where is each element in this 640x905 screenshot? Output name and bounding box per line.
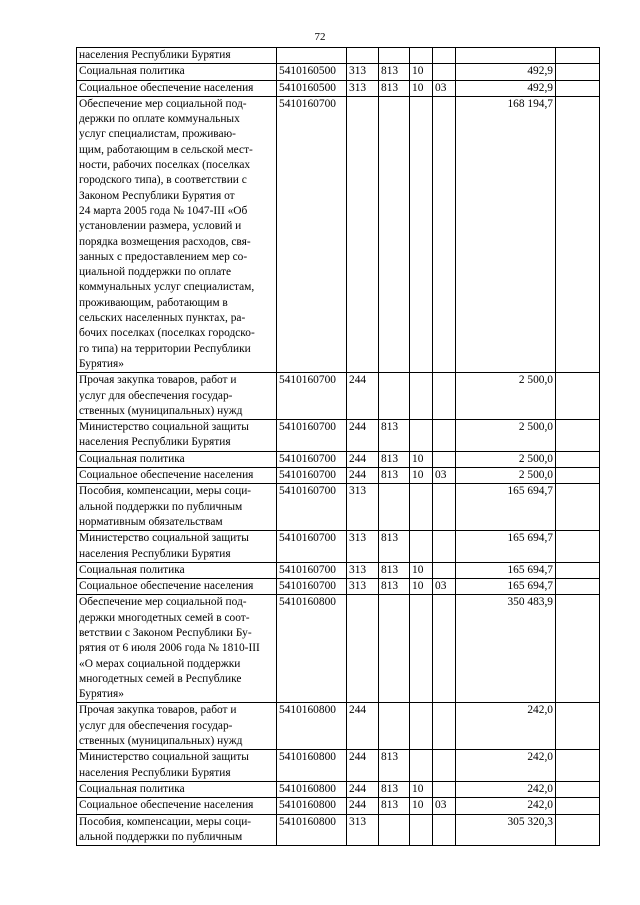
cell-subsection-text: 03: [435, 81, 447, 94]
cell-code-text: 5410160700: [279, 580, 336, 593]
cell-expense-type: [347, 451, 379, 467]
cell-name-text: Социальное обеспечение населения: [79, 799, 254, 812]
cell-admin-code: [379, 595, 410, 703]
cell-section: [410, 814, 433, 846]
cell-expense-type-text: 313: [349, 65, 367, 78]
cell-code-text: 5410160800: [279, 815, 336, 828]
cell-empty: [556, 484, 600, 531]
cell-code: [277, 562, 347, 578]
cell-sum-text: 242,0: [527, 751, 553, 764]
cell-expense-type: [347, 750, 379, 782]
cell-name-text: Пособия, компенсации, меры соци- альной поддержки по публичным: [79, 815, 252, 843]
cell-name: [77, 781, 277, 797]
table-row: [77, 595, 600, 703]
cell-admin-code: [379, 798, 410, 814]
cell-sum: [456, 562, 556, 578]
cell-sum: [456, 484, 556, 531]
cell-admin-code: [379, 750, 410, 782]
table-row: [77, 96, 600, 372]
cell-code: [277, 750, 347, 782]
cell-sum-text: 2 500,0: [518, 421, 553, 434]
table-row: [77, 64, 600, 80]
cell-section: [410, 531, 433, 563]
cell-expense-type: [347, 562, 379, 578]
cell-expense-type-text: 244: [349, 799, 367, 812]
cell-admin-code-text: 813: [381, 580, 399, 593]
cell-sum-text: 2 500,0: [518, 374, 553, 387]
cell-sum: [456, 814, 556, 846]
cell-sum: [456, 80, 556, 96]
cell-name-text: Министерство социальной защиты населения Республики Бурятия: [79, 532, 249, 560]
cell-sum-text: 168 194,7: [507, 97, 553, 110]
table-row: [77, 484, 600, 531]
table-row: [77, 814, 600, 846]
cell-code-text: 5410160800: [279, 751, 336, 764]
cell-sum-text: 242,0: [527, 704, 553, 717]
cell-sum-text: 242,0: [527, 782, 553, 795]
cell-sum: [456, 373, 556, 420]
cell-subsection: [433, 420, 456, 452]
cell-expense-type: [347, 80, 379, 96]
cell-name: [77, 96, 277, 372]
cell-sum-text: 165 694,7: [507, 580, 553, 593]
cell-subsection: [433, 781, 456, 797]
cell-code-text: 5410160800: [279, 782, 336, 795]
table-row: [77, 750, 600, 782]
cell-sum: [456, 750, 556, 782]
cell-sum: [456, 48, 556, 64]
cell-admin-code: [379, 451, 410, 467]
table-row: [77, 562, 600, 578]
cell-admin-code-text: 813: [381, 532, 399, 545]
cell-name-text: Социальная политика: [79, 782, 185, 795]
cell-name-text: Министерство социальной защиты населения Республики Бурятия: [79, 751, 249, 779]
cell-name: [77, 64, 277, 80]
cell-expense-type: [347, 531, 379, 563]
table-row: [77, 579, 600, 595]
cell-name: [77, 484, 277, 531]
cell-section: [410, 80, 433, 96]
cell-subsection: [433, 750, 456, 782]
cell-empty: [556, 80, 600, 96]
cell-code: [277, 703, 347, 750]
cell-section: [410, 781, 433, 797]
cell-sum-text: 305 320,3: [507, 815, 553, 828]
cell-expense-type-text: 313: [349, 532, 367, 545]
cell-code-text: 5410160700: [279, 563, 336, 576]
table-row: [77, 80, 600, 96]
cell-sum-text: 2 500,0: [518, 469, 553, 482]
cell-expense-type: [347, 48, 379, 64]
cell-name: [77, 579, 277, 595]
cell-expense-type-text: 313: [349, 485, 367, 498]
table-row: [77, 48, 600, 64]
cell-empty: [556, 595, 600, 703]
cell-sum: [456, 451, 556, 467]
cell-subsection: [433, 595, 456, 703]
cell-expense-type-text: 244: [349, 704, 367, 717]
table-row: [77, 451, 600, 467]
cell-expense-type: [347, 781, 379, 797]
cell-code-text: 5410160700: [279, 421, 336, 434]
cell-name: [77, 531, 277, 563]
cell-empty: [556, 814, 600, 846]
cell-section: [410, 579, 433, 595]
cell-sum-text: 165 694,7: [507, 563, 553, 576]
cell-admin-code: [379, 64, 410, 80]
cell-expense-type: [347, 468, 379, 484]
cell-name: [77, 703, 277, 750]
cell-section: [410, 750, 433, 782]
cell-code-text: 5410160700: [279, 97, 336, 110]
cell-subsection: [433, 798, 456, 814]
cell-code: [277, 373, 347, 420]
cell-section: [410, 451, 433, 467]
cell-sum-text: 165 694,7: [507, 485, 553, 498]
cell-empty: [556, 579, 600, 595]
cell-admin-code: [379, 814, 410, 846]
cell-expense-type-text: 244: [349, 469, 367, 482]
cell-sum: [456, 579, 556, 595]
cell-admin-code: [379, 96, 410, 372]
cell-admin-code: [379, 781, 410, 797]
cell-section-text: 10: [412, 65, 424, 78]
cell-code-text: 5410160500: [279, 81, 336, 94]
cell-name: [77, 48, 277, 64]
cell-name: [77, 373, 277, 420]
cell-subsection: [433, 96, 456, 372]
cell-expense-type: [347, 484, 379, 531]
cell-expense-type: [347, 814, 379, 846]
table-row: [77, 468, 600, 484]
cell-subsection: [433, 468, 456, 484]
cell-admin-code: [379, 484, 410, 531]
cell-empty: [556, 468, 600, 484]
cell-sum: [456, 420, 556, 452]
cell-subsection: [433, 814, 456, 846]
cell-admin-code: [379, 579, 410, 595]
cell-section: [410, 484, 433, 531]
cell-empty: [556, 64, 600, 80]
cell-name-text: Социальное обеспечение населения: [79, 81, 254, 94]
cell-name: [77, 750, 277, 782]
cell-name-text: Министерство социальной защиты населения Республики Бурятия: [79, 421, 249, 449]
cell-subsection: [433, 451, 456, 467]
cell-code: [277, 595, 347, 703]
cell-expense-type: [347, 703, 379, 750]
cell-section: [410, 48, 433, 64]
cell-name-text: Социальная политика: [79, 452, 185, 465]
table-row: [77, 703, 600, 750]
cell-section: [410, 96, 433, 372]
cell-sum: [456, 595, 556, 703]
cell-admin-code-text: 813: [381, 563, 399, 576]
cell-subsection-text: 03: [435, 580, 447, 593]
cell-section-text: 10: [412, 81, 424, 94]
cell-empty: [556, 781, 600, 797]
cell-code: [277, 48, 347, 64]
cell-section-text: 10: [412, 580, 424, 593]
cell-name-text: населения Республики Бурятия: [79, 49, 231, 61]
cell-code-text: 5410160800: [279, 799, 336, 812]
cell-expense-type-text: 313: [349, 81, 367, 94]
cell-name-text: Пособия, компенсации, меры соци- альной поддержки по публичным нормативным обязательствам: [79, 485, 252, 528]
table-body: [77, 48, 600, 846]
cell-subsection: [433, 484, 456, 531]
cell-section: [410, 798, 433, 814]
cell-empty: [556, 48, 600, 64]
cell-admin-code: [379, 48, 410, 64]
cell-sum-text: 492,9: [527, 65, 553, 78]
cell-name: [77, 468, 277, 484]
cell-sum: [456, 96, 556, 372]
cell-expense-type-text: 244: [349, 782, 367, 795]
cell-admin-code: [379, 703, 410, 750]
cell-subsection: [433, 373, 456, 420]
table-row: [77, 531, 600, 563]
cell-code: [277, 451, 347, 467]
cell-code: [277, 781, 347, 797]
cell-expense-type-text: 313: [349, 815, 367, 828]
cell-section-text: 10: [412, 469, 424, 482]
cell-name-text: Социальная политика: [79, 65, 185, 78]
cell-expense-type: [347, 96, 379, 372]
cell-subsection: [433, 48, 456, 64]
cell-code: [277, 420, 347, 452]
cell-section: [410, 703, 433, 750]
cell-code: [277, 531, 347, 563]
cell-admin-code-text: 813: [381, 469, 399, 482]
cell-name: [77, 562, 277, 578]
cell-expense-type-text: 313: [349, 580, 367, 593]
table-row: [77, 798, 600, 814]
cell-sum-text: 2 500,0: [518, 452, 553, 465]
cell-name: [77, 451, 277, 467]
cell-section: [410, 468, 433, 484]
cell-code: [277, 798, 347, 814]
table-row: [77, 373, 600, 420]
cell-expense-type: [347, 373, 379, 420]
cell-expense-type: [347, 579, 379, 595]
cell-sum: [456, 531, 556, 563]
cell-section-text: 10: [412, 782, 424, 795]
cell-expense-type: [347, 64, 379, 80]
table-row: [77, 781, 600, 797]
cell-empty: [556, 531, 600, 563]
table-row: [77, 420, 600, 452]
cell-code-text: 5410160500: [279, 65, 336, 78]
cell-sum: [456, 703, 556, 750]
cell-name-text: Социальная политика: [79, 563, 185, 576]
cell-name-text: Прочая закупка товаров, работ и услуг для обеспечения государ- ственных (муниципальных) нужд: [79, 374, 243, 417]
cell-admin-code-text: 813: [381, 751, 399, 764]
cell-subsection: [433, 64, 456, 80]
cell-expense-type-text: 244: [349, 452, 367, 465]
cell-expense-type-text: 244: [349, 374, 367, 387]
cell-section-text: 10: [412, 799, 424, 812]
cell-name: [77, 798, 277, 814]
cell-admin-code: [379, 420, 410, 452]
cell-code: [277, 579, 347, 595]
cell-section-text: 10: [412, 452, 424, 465]
cell-code: [277, 468, 347, 484]
cell-code-text: 5410160800: [279, 704, 336, 717]
cell-name: [77, 814, 277, 846]
cell-code: [277, 64, 347, 80]
cell-subsection: [433, 703, 456, 750]
cell-name: [77, 420, 277, 452]
cell-code-text: 5410160700: [279, 485, 336, 498]
cell-name: [77, 595, 277, 703]
cell-code-text: 5410160700: [279, 452, 336, 465]
cell-admin-code-text: 813: [381, 452, 399, 465]
cell-empty: [556, 373, 600, 420]
cell-sum-text: 492,9: [527, 81, 553, 94]
cell-empty: [556, 420, 600, 452]
cell-empty: [556, 451, 600, 467]
cell-subsection: [433, 579, 456, 595]
cell-expense-type: [347, 798, 379, 814]
cell-admin-code: [379, 373, 410, 420]
cell-admin-code: [379, 531, 410, 563]
cell-empty: [556, 96, 600, 372]
cell-section-text: 10: [412, 563, 424, 576]
cell-subsection-text: 03: [435, 799, 447, 812]
cell-code-text: 5410160700: [279, 374, 336, 387]
cell-name: [77, 80, 277, 96]
cell-code-text: 5410160700: [279, 469, 336, 482]
cell-code: [277, 96, 347, 372]
cell-code: [277, 484, 347, 531]
cell-expense-type-text: 244: [349, 421, 367, 434]
cell-subsection: [433, 80, 456, 96]
cell-empty: [556, 798, 600, 814]
cell-empty: [556, 562, 600, 578]
cell-admin-code: [379, 562, 410, 578]
cell-code: [277, 80, 347, 96]
cell-section: [410, 595, 433, 703]
cell-admin-code-text: 813: [381, 65, 399, 78]
cell-empty: [556, 750, 600, 782]
cell-section: [410, 420, 433, 452]
cell-sum-text: 350 483,9: [507, 596, 553, 609]
cell-expense-type: [347, 420, 379, 452]
cell-admin-code-text: 813: [381, 421, 399, 434]
cell-name-text: Обеспечение мер социальной под- держки по оплате коммунальных услуг специалистам, проживаю- щим, работающим в сельской мест- ности, рабочих поселках (поселках городского типа), в соответствии с Законом Республики Бурятия от 24 марта 2005 года № 1047-III «Об установлении размера, условий и порядка возмещения расходов, свя- занных с предоставлением мер со- циальной поддержки по оплате коммунальных услуг специалистам, проживающим, работающим в сельских населенных пунктах, ра- бочих поселках (поселках городско- го типа) на территории Республики Бурятия»: [79, 97, 255, 370]
cell-admin-code: [379, 468, 410, 484]
cell-sum-text: 242,0: [527, 799, 553, 812]
cell-name-text: Прочая закупка товаров, работ и услуг для обеспечения государ- ственных (муниципальных) нужд: [79, 704, 243, 748]
cell-empty: [556, 703, 600, 750]
cell-section: [410, 562, 433, 578]
cell-sum: [456, 468, 556, 484]
cell-subsection: [433, 562, 456, 578]
cell-admin-code: [379, 80, 410, 96]
cell-expense-type-text: 244: [349, 751, 367, 764]
cell-sum: [456, 64, 556, 80]
cell-code-text: 5410160700: [279, 532, 336, 545]
cell-name-text: Социальное обеспечение населения: [79, 469, 254, 482]
cell-admin-code-text: 813: [381, 799, 399, 812]
budget-table: [76, 47, 600, 846]
cell-admin-code-text: 813: [381, 81, 399, 94]
cell-section: [410, 64, 433, 80]
cell-sum: [456, 781, 556, 797]
cell-name-text: Обеспечение мер социальной под- держки многодетных семей в соот- ветствии с Законом Республики Бу- рятия от 6 июля 2006 года № 1810-III «О мерах социальной поддержки многодетных семей в Республике Бурятия»: [79, 596, 260, 701]
cell-subsection-text: 03: [435, 469, 447, 482]
cell-admin-code-text: 813: [381, 782, 399, 795]
cell-sum: [456, 798, 556, 814]
cell-expense-type-text: 313: [349, 563, 367, 576]
cell-subsection: [433, 531, 456, 563]
cell-section: [410, 373, 433, 420]
cell-code: [277, 814, 347, 846]
cell-name-text: Социальное обеспечение населения: [79, 580, 254, 593]
cell-code-text: 5410160800: [279, 596, 336, 609]
cell-expense-type: [347, 595, 379, 703]
page-number: 72: [314, 31, 326, 43]
cell-sum-text: 165 694,7: [507, 532, 553, 545]
